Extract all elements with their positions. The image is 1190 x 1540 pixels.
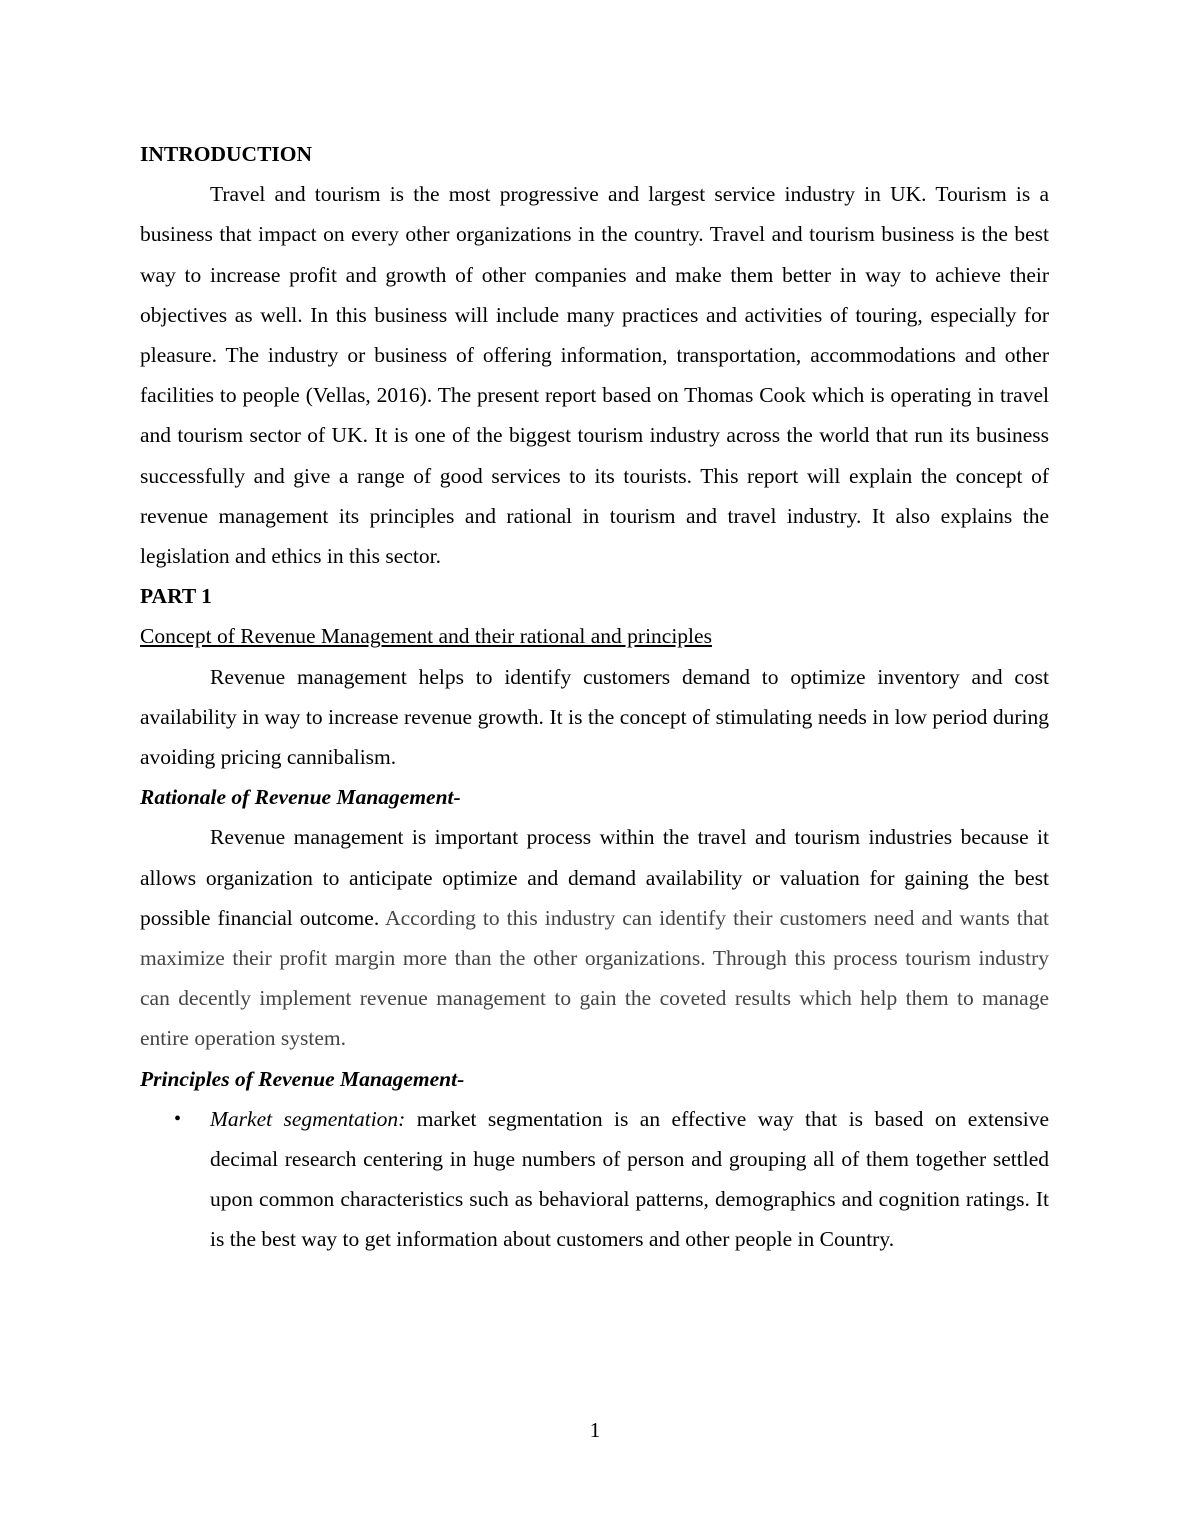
rationale-paragraph xyxy=(140,817,1049,1058)
bullet-icon: • xyxy=(174,1107,182,1130)
page-content xyxy=(140,134,1049,1260)
principle-term: Market segmentation: xyxy=(210,1106,406,1131)
introduction-heading: INTRODUCTION xyxy=(140,142,313,166)
rationale-text-dark: Revenue management is important process within the travel and tourism industries because it allows organization to anticipate optimize and demand availability or valuation for gaining the best possible financial outcome. xyxy=(140,825,1049,930)
principles-list xyxy=(140,1099,1049,1260)
part-1-heading: PART 1 xyxy=(140,584,212,609)
list-item xyxy=(174,1099,1050,1260)
rationale-text-gray: According to this industry can identify their customers need and wants that maximize their profit margin more than the other organizations. Through this process tourism industry can decently implement revenue management to gain the coveted results which help them to manage entire operation system. xyxy=(140,905,1049,1051)
concept-heading: Concept of Revenue Management and their rational and principles xyxy=(140,624,712,649)
principle-text: market segmentation is an effective way that is based on extensive decimal research centering in huge numbers of person and grouping all of them together settled upon common characteristics such as behavioral patterns, demographics and cognition ratings. It is the best way to get information about customers and other people in Country. xyxy=(210,1106,1050,1252)
concept-paragraph: Revenue management helps to identify customers demand to optimize inventory and cost availability in way to increase revenue growth. It is the concept of stimulating needs in low period during avoiding pricing cannibalism. xyxy=(140,664,1049,770)
principles-heading: Principles of Revenue Management- xyxy=(140,1066,465,1091)
rationale-heading: Rationale of Revenue Management- xyxy=(140,785,461,810)
introduction-paragraph: Travel and tourism is the most progressive and largest service industry in UK. Tourism is a business that impact on every other organizations in the country. Travel and tourism business is the best way to increase profit and growth of other companies and make them better in way to achieve their objectives as well. In this business will include many practices and activities of touring, especially for pleasure. The industry or business of offering information, transportation, accommodations and other facilities to people (Vellas, 2016). The present report based on Thomas Cook which is operating in travel and tourism sector of UK. It is one of the biggest tourism industry across the world that run its business successfully and give a range of good services to its tourists. This report will explain the concept of revenue management its principles and rational in tourism and travel industry. It also explains the legislation and ethics in this sector. xyxy=(140,182,1049,569)
page-number: 1 xyxy=(589,1418,601,1442)
